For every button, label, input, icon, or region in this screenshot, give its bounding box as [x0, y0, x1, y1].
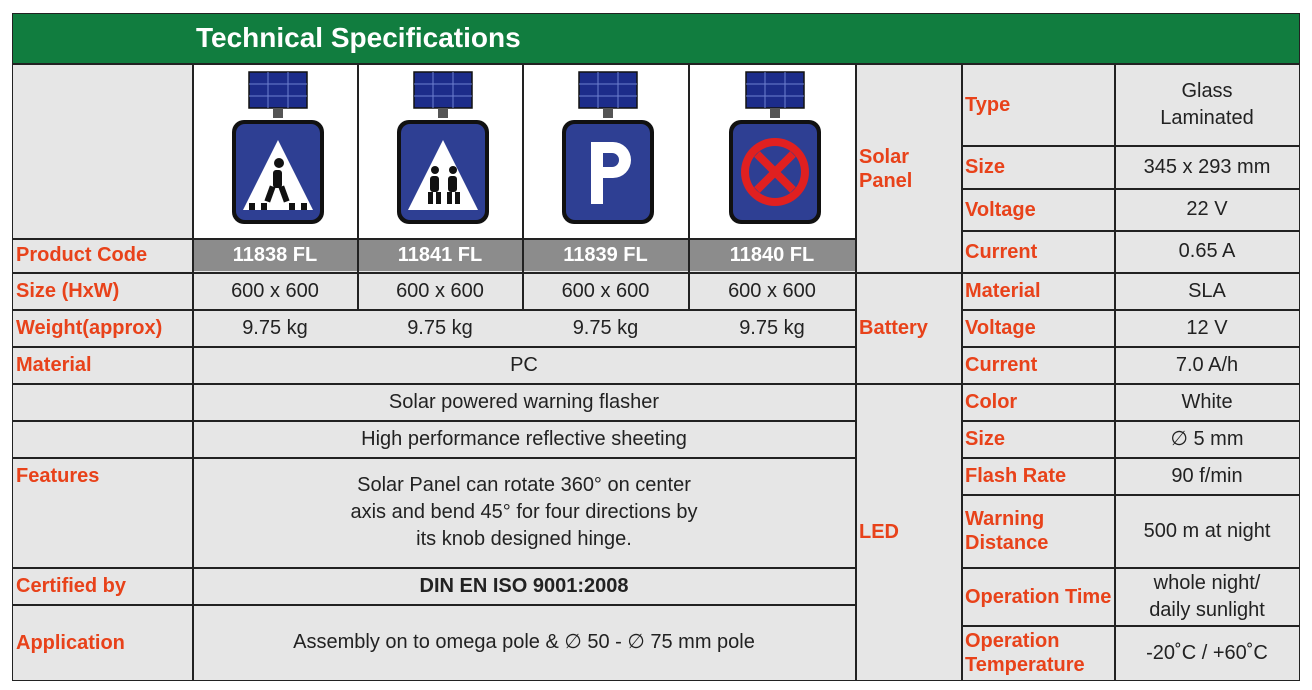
grid-line: [13, 604, 856, 606]
pedestrian-crossing-sign-icon: [223, 70, 333, 232]
title-bar: [13, 14, 1299, 63]
led-warning-distance-label: Warning Distance: [965, 508, 1049, 554]
led-size-value: ∅ 5 mm: [1170, 427, 1244, 450]
grid-line: [962, 272, 1299, 274]
parking-sign-icon: [553, 70, 663, 232]
grid-line: [962, 230, 1299, 232]
product-code-label: Product Code: [16, 244, 148, 266]
grid-line: [13, 567, 856, 569]
grid-line: [13, 272, 856, 274]
spec-sheet: [12, 13, 1300, 681]
battery-current-label: Current: [965, 354, 1038, 376]
led-flash-rate-value: 90 f/min: [1171, 464, 1243, 487]
battery-voltage-label: Voltage: [965, 317, 1036, 339]
led-label: LED: [859, 521, 899, 543]
led-color-label: Color: [965, 391, 1018, 413]
grid-line: [856, 383, 962, 385]
feature-2: High performance reflective sheeting: [361, 427, 687, 450]
grid-line: [962, 346, 1299, 348]
school-crossing-sign-icon: [388, 70, 498, 232]
grid-line: [13, 238, 856, 240]
battery-material-value: SLA: [1188, 279, 1226, 302]
grid-line: [962, 188, 1299, 190]
product-code-1: 11838 FL: [193, 239, 357, 271]
feature-1: Solar powered warning flasher: [388, 390, 660, 413]
battery-voltage-value: 12 V: [1186, 316, 1228, 339]
solar-voltage-label: Voltage: [965, 198, 1036, 221]
battery-current-value: 7.0 A/h: [1175, 353, 1239, 376]
solar-size-value: 345 x 293 mm: [1143, 155, 1271, 178]
battery-label: Battery: [859, 317, 928, 339]
led-size-label: Size: [965, 428, 1006, 450]
led-color-value: White: [1181, 390, 1233, 413]
solar-type-label: Type: [965, 94, 1011, 116]
led-warning-distance-value: 500 m at night: [1143, 519, 1271, 542]
grid-line: [192, 63, 194, 681]
feature-3: Solar Panel can rotate 360° on center axis and bend 45° for four directions by its knob designed hinge.: [350, 474, 698, 550]
grid-line: [962, 567, 1299, 569]
no-stopping-sign-icon: [720, 70, 830, 232]
grid-line: [961, 63, 963, 681]
led-operation-temperature-label: Operation Temperature: [965, 630, 1085, 676]
led-operation-temperature-value: -20˚C / +60˚C: [1146, 641, 1268, 664]
certified-label: Certified by: [16, 575, 127, 597]
size-value-2: 600 x 600: [396, 279, 484, 302]
grid-line: [522, 63, 524, 310]
size-value-4: 600 x 600: [728, 279, 816, 302]
grid-line: [13, 63, 1299, 65]
grid-line: [962, 494, 1299, 496]
grid-line: [13, 420, 856, 422]
page-title: Technical Specifications: [196, 22, 521, 53]
solar-voltage-value: 22 V: [1186, 198, 1228, 220]
solar-panel-label: Solar Panel: [859, 145, 913, 192]
size-value-3: 600 x 600: [561, 279, 650, 302]
weight-value-3: 9.75 kg: [572, 316, 639, 339]
solar-size-label: Size: [965, 156, 1006, 178]
application-label: Application: [16, 631, 125, 654]
led-operation-time-label: Operation Time: [965, 585, 1112, 608]
grid-line: [13, 346, 856, 348]
grid-line: [962, 309, 1299, 311]
grid-line: [13, 383, 856, 385]
certified-value: DIN EN ISO 9001:2008: [419, 574, 629, 597]
grid-line: [856, 272, 962, 274]
solar-type-value: Glass Laminated: [1160, 80, 1254, 129]
grid-line: [962, 383, 1299, 385]
led-operation-time-value: whole night/ daily sunlight: [1149, 571, 1265, 621]
product-code-2: 11841 FL: [358, 239, 522, 271]
battery-material-label: Material: [965, 280, 1041, 302]
grid-line: [962, 420, 1299, 422]
grid-line: [855, 63, 857, 681]
weight-value-4: 9.75 kg: [739, 316, 805, 339]
led-flash-rate-label: Flash Rate: [965, 465, 1067, 487]
material-label: Material: [16, 354, 92, 376]
grid-line: [13, 309, 856, 311]
solar-current-label: Current: [965, 240, 1038, 263]
weight-value-1: 9.75 kg: [242, 316, 308, 339]
grid-line: [357, 63, 359, 310]
material-value: PC: [510, 353, 538, 376]
product-code-4: 11840 FL: [689, 239, 855, 271]
grid-line: [962, 457, 1299, 459]
product-code-3: 11839 FL: [523, 239, 688, 271]
application-value: Assembly on to omega pole & ∅ 50 - ∅ 75 mm pole: [293, 631, 755, 653]
weight-value-2: 9.75 kg: [407, 316, 473, 339]
solar-current-value: 0.65 A: [1178, 240, 1236, 262]
features-label: Features: [16, 464, 100, 487]
grid-line: [1114, 63, 1116, 681]
grid-line: [688, 63, 690, 310]
grid-line: [962, 145, 1299, 147]
size-label: Size (HxW): [16, 280, 120, 302]
grid-line: [962, 625, 1299, 627]
grid-line: [13, 457, 856, 459]
weight-label: Weight(approx): [16, 317, 163, 339]
size-value-1: 600 x 600: [231, 279, 319, 302]
